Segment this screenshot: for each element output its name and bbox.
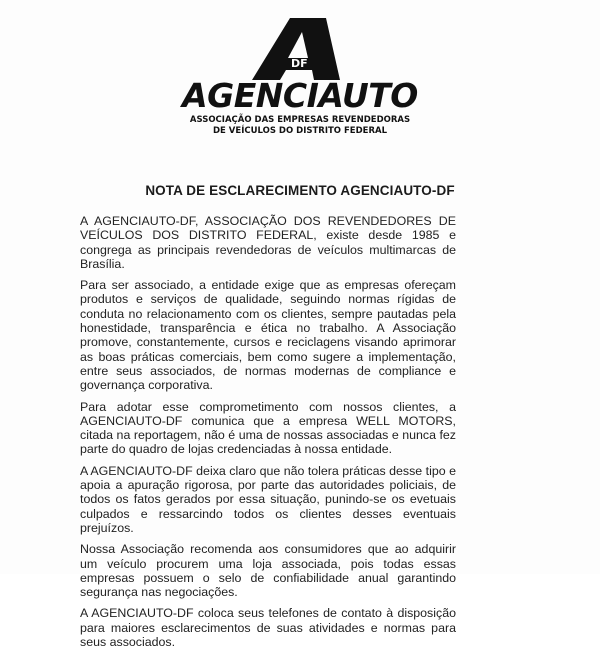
logo-monogram: DF bbox=[291, 57, 308, 70]
logo-a-mark-icon bbox=[242, 18, 358, 80]
paragraph: Nossa Associação recomenda aos consumidores que ao adquirir um veículo procurem uma loja associada, pois todas essas empresas possuem o selo de confiabilidade anual garantindo segurança nas negociações. bbox=[80, 542, 456, 600]
logo-name: AGENCIAUTO bbox=[182, 76, 418, 115]
logo-subtitle-line1: ASSOCIAÇÃO DAS EMPRESAS REVENDEDORAS bbox=[189, 115, 411, 125]
document-body bbox=[80, 214, 456, 656]
paragraph: A AGENCIAUTO-DF coloca seus telefones de contato à disposição para maiores esclarecimentos de suas atividades e normas para seus associados. bbox=[80, 606, 456, 650]
paragraph: A AGENCIAUTO-DF deixa claro que não tolera práticas desse tipo e apoia a apuração rigorosa, por parte das autoridades policiais, de todos os fatos gerados por essa situação, punindo-se os evetuais culpados e ressarcindo todos os clientes desses eventuais prejuízos. bbox=[80, 463, 456, 535]
logo-subtitle-line2: DE VEÍCULOS DO DISTRITO FEDERAL bbox=[212, 126, 387, 136]
document-title: NOTA DE ESCLARECIMENTO AGENCIAUTO-DF bbox=[145, 183, 455, 198]
paragraph: Para adotar esse comprometimento com nossos clientes, a AGENCIAUTO-DF comunica que a empresa WELL MOTORS, citada na reportagem, não é uma de nossas associadas e nunca fez parte do quadro de lojas credenciadas à nossa entidade. bbox=[80, 399, 456, 457]
agenciauto-logo bbox=[170, 18, 430, 138]
paragraph: Para ser associado, a entidade exige que as empresas ofereçam produtos e serviços de qualidade, seguindo normas rígidas de conduta no relacionamento com os clientes, sempre pautadas pela honestidade, transparência e ética no trabalho. A Associação promove, constantemente, cursos e reciclagens visando aprimorar as boas práticas comerciais, bem como sugere a implementação, entre seus associados, de normas modernas de compliance e governança corporativa. bbox=[80, 278, 456, 393]
paragraph: A AGENCIAUTO-DF, ASSOCIAÇÃO DOS REVENDEDORES DE VEÍCULOS DOS DISTRITO FEDERAL, existe desde 1985 e congrega as principais revendedoras de veículos multimarcas de Brasília. bbox=[80, 214, 456, 271]
